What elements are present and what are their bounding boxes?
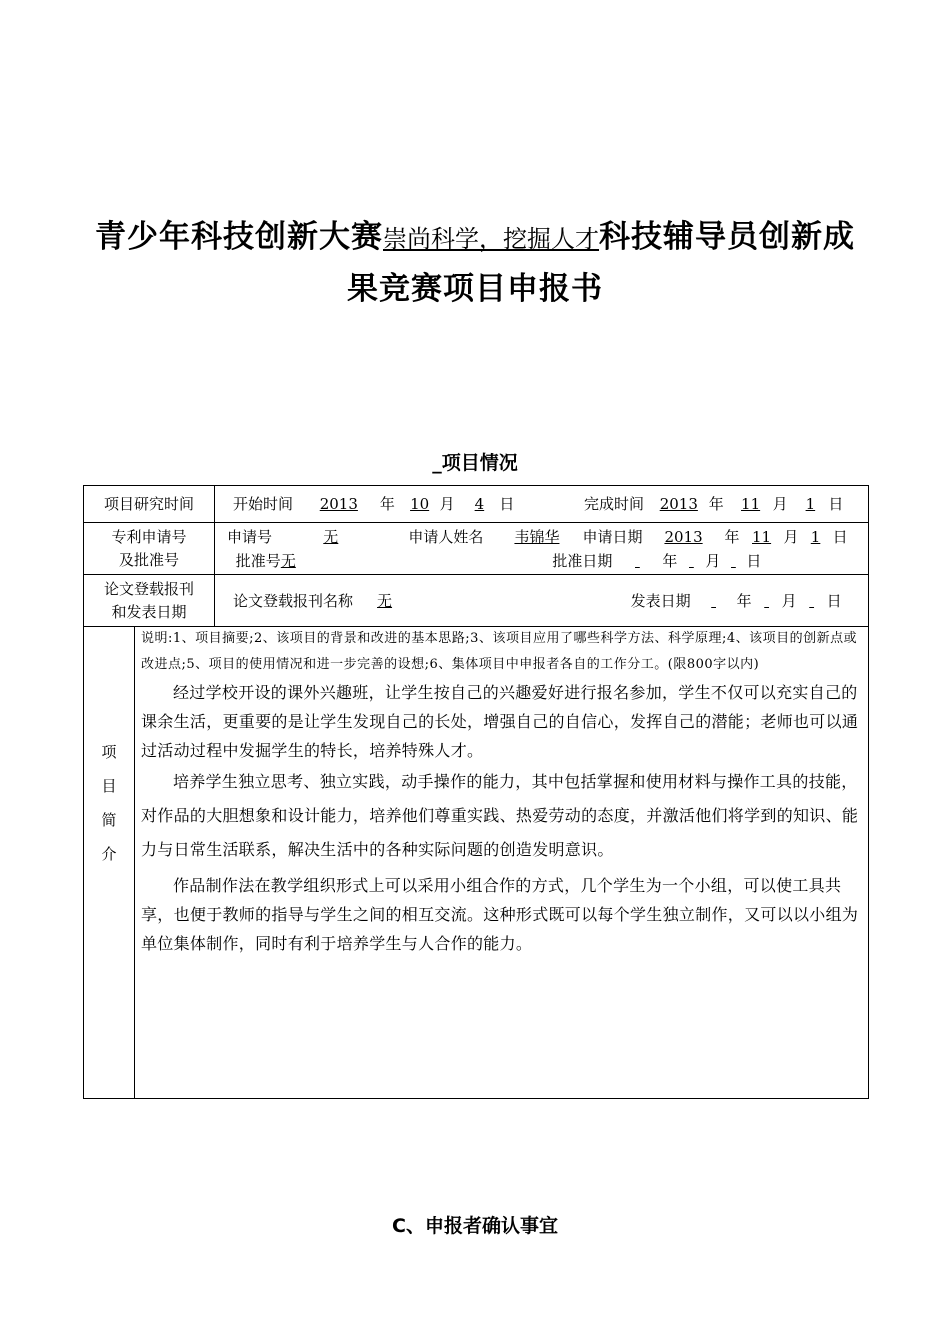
end-time-label: 完成时间 [583, 495, 644, 513]
application-no-label: 申请号 [227, 527, 273, 546]
paper-cell [215, 575, 869, 627]
approval-no-label: 批准号 [235, 551, 281, 570]
summary-paragraph: 培养学生独立思考、独立实践，动手操作的能力，其中包括掌握和使用材料与操作工具的技能，对作品的大胆想象和设计能力，培养他们尊重实践、热爱劳动的态度，并激活他们将学到的知识、能力与日常生活联系，解决生活中的各种实际问题的创造发明意识。 [141, 772, 859, 859]
journal-name-label: 论文登载报刊名称 [233, 591, 354, 610]
project-summary-cell [135, 627, 869, 1099]
label-research-time: 项目研究时间 [84, 486, 215, 523]
label-project-summary [84, 627, 135, 1099]
start-month-field[interactable]: 10 [410, 495, 430, 513]
publish-month-field[interactable] [752, 589, 782, 613]
journal-name-field[interactable]: 无 [377, 591, 393, 610]
start-day-field[interactable]: 4 [474, 495, 485, 513]
publish-day-field[interactable] [797, 589, 827, 613]
year-unit: 年 [662, 551, 678, 570]
approval-no-field[interactable]: 无 [280, 551, 296, 570]
summary-instructions: 说明:1、项目摘要;2、该项目的背景和改进的基本思路;3、该项目应用了哪些科学方法、科学原理;4、该项目的创新点或改进点;5、项目的使用情况和进一步完善的设想;6、集体项目中申报者各自的工作分工。(限800字以内) [141, 631, 858, 672]
applicant-name-label: 申请人姓名 [408, 527, 484, 546]
paper-label-line1: 论文登载报刊 [104, 579, 195, 598]
month-unit: 月 [781, 591, 797, 610]
year-unit: 年 [724, 527, 740, 546]
day-unit: 日 [832, 527, 848, 546]
approval-month-field[interactable] [677, 549, 705, 573]
row-patent [84, 523, 869, 575]
section-declaration-title: C、申报者确认事宜 [392, 1215, 558, 1237]
summary-paragraph: 作品制作法在教学组织形式上可以采用小组合作的方式，几个学生为一个小组，可以使工具共享，也便于教师的指导与学生之间的相互交流。这种形式既可以每个学生独立制作，又可以以小组为单位集体制作，同时有利于培养学生与人合作的能力。 [141, 876, 859, 953]
summary-label-char: 介 [101, 844, 117, 863]
label-paper [84, 575, 215, 627]
summary-paragraph: 经过学校开设的课外兴趣班，让学生按自己的兴趣爱好进行报名参加，学生不仅可以充实自己的课余生活，更重要的是让学生发现自己的长处，增强自己的自信心，发挥自己的潜能；老师也可以通过活动过程中发掘学生的特长，培养特殊人才。 [141, 683, 859, 760]
approval-date-label: 批准日期 [552, 551, 613, 570]
year-unit: 年 [379, 495, 395, 513]
summary-label-char: 目 [101, 776, 117, 795]
project-info-table [83, 485, 869, 1099]
title-part1: 青少年科技创新大赛 [95, 219, 383, 255]
day-unit: 日 [746, 551, 762, 570]
research-time-cell [215, 486, 869, 523]
section-project-status-title: _项目情况 [432, 452, 518, 474]
day-unit: 日 [499, 495, 515, 513]
start-time-label: 开始时间 [233, 495, 294, 513]
patent-label-line1: 专利申请号 [111, 527, 187, 546]
end-day-field[interactable]: 1 [805, 495, 816, 513]
month-unit: 月 [705, 551, 721, 570]
title-line2: 果竞赛项目申报书 [347, 271, 603, 307]
application-year-field[interactable]: 2013 [664, 527, 703, 546]
applicant-name-field[interactable]: 韦锦华 [514, 527, 560, 546]
summary-label-char: 项 [101, 742, 117, 761]
label-patent [84, 523, 215, 575]
publish-date-label: 发表日期 [630, 591, 691, 610]
month-unit: 月 [783, 527, 799, 546]
application-no-field[interactable]: 无 [323, 527, 339, 546]
row-paper [84, 575, 869, 627]
month-unit: 月 [439, 495, 455, 513]
day-unit: 日 [826, 591, 842, 610]
paper-label-line2: 和发表日期 [111, 602, 187, 621]
day-unit: 日 [828, 495, 844, 513]
patent-label-line2: 及批准号 [119, 550, 180, 569]
approval-day-field[interactable] [720, 549, 746, 573]
application-month-field[interactable]: 11 [752, 527, 772, 546]
application-date-label: 申请日期 [582, 527, 643, 546]
summary-text[interactable] [135, 678, 868, 958]
row-project-summary [84, 627, 869, 1099]
title-slogan: 崇尚科学，挖掘人才 [383, 225, 599, 253]
title-part2: 科技辅导员创新成 [599, 219, 855, 255]
approval-year-field[interactable] [612, 549, 662, 573]
summary-label-char: 简 [101, 810, 117, 829]
end-month-field[interactable]: 11 [741, 495, 761, 513]
end-year-field[interactable]: 2013 [659, 495, 698, 513]
patent-cell [215, 523, 869, 575]
application-day-field[interactable]: 1 [810, 527, 821, 546]
document-title [60, 212, 890, 314]
start-year-field[interactable]: 2013 [319, 495, 358, 513]
year-unit: 年 [736, 591, 752, 610]
month-unit: 月 [772, 495, 788, 513]
publish-year-field[interactable] [691, 589, 737, 613]
year-unit: 年 [708, 495, 724, 513]
row-research-time [84, 486, 869, 523]
